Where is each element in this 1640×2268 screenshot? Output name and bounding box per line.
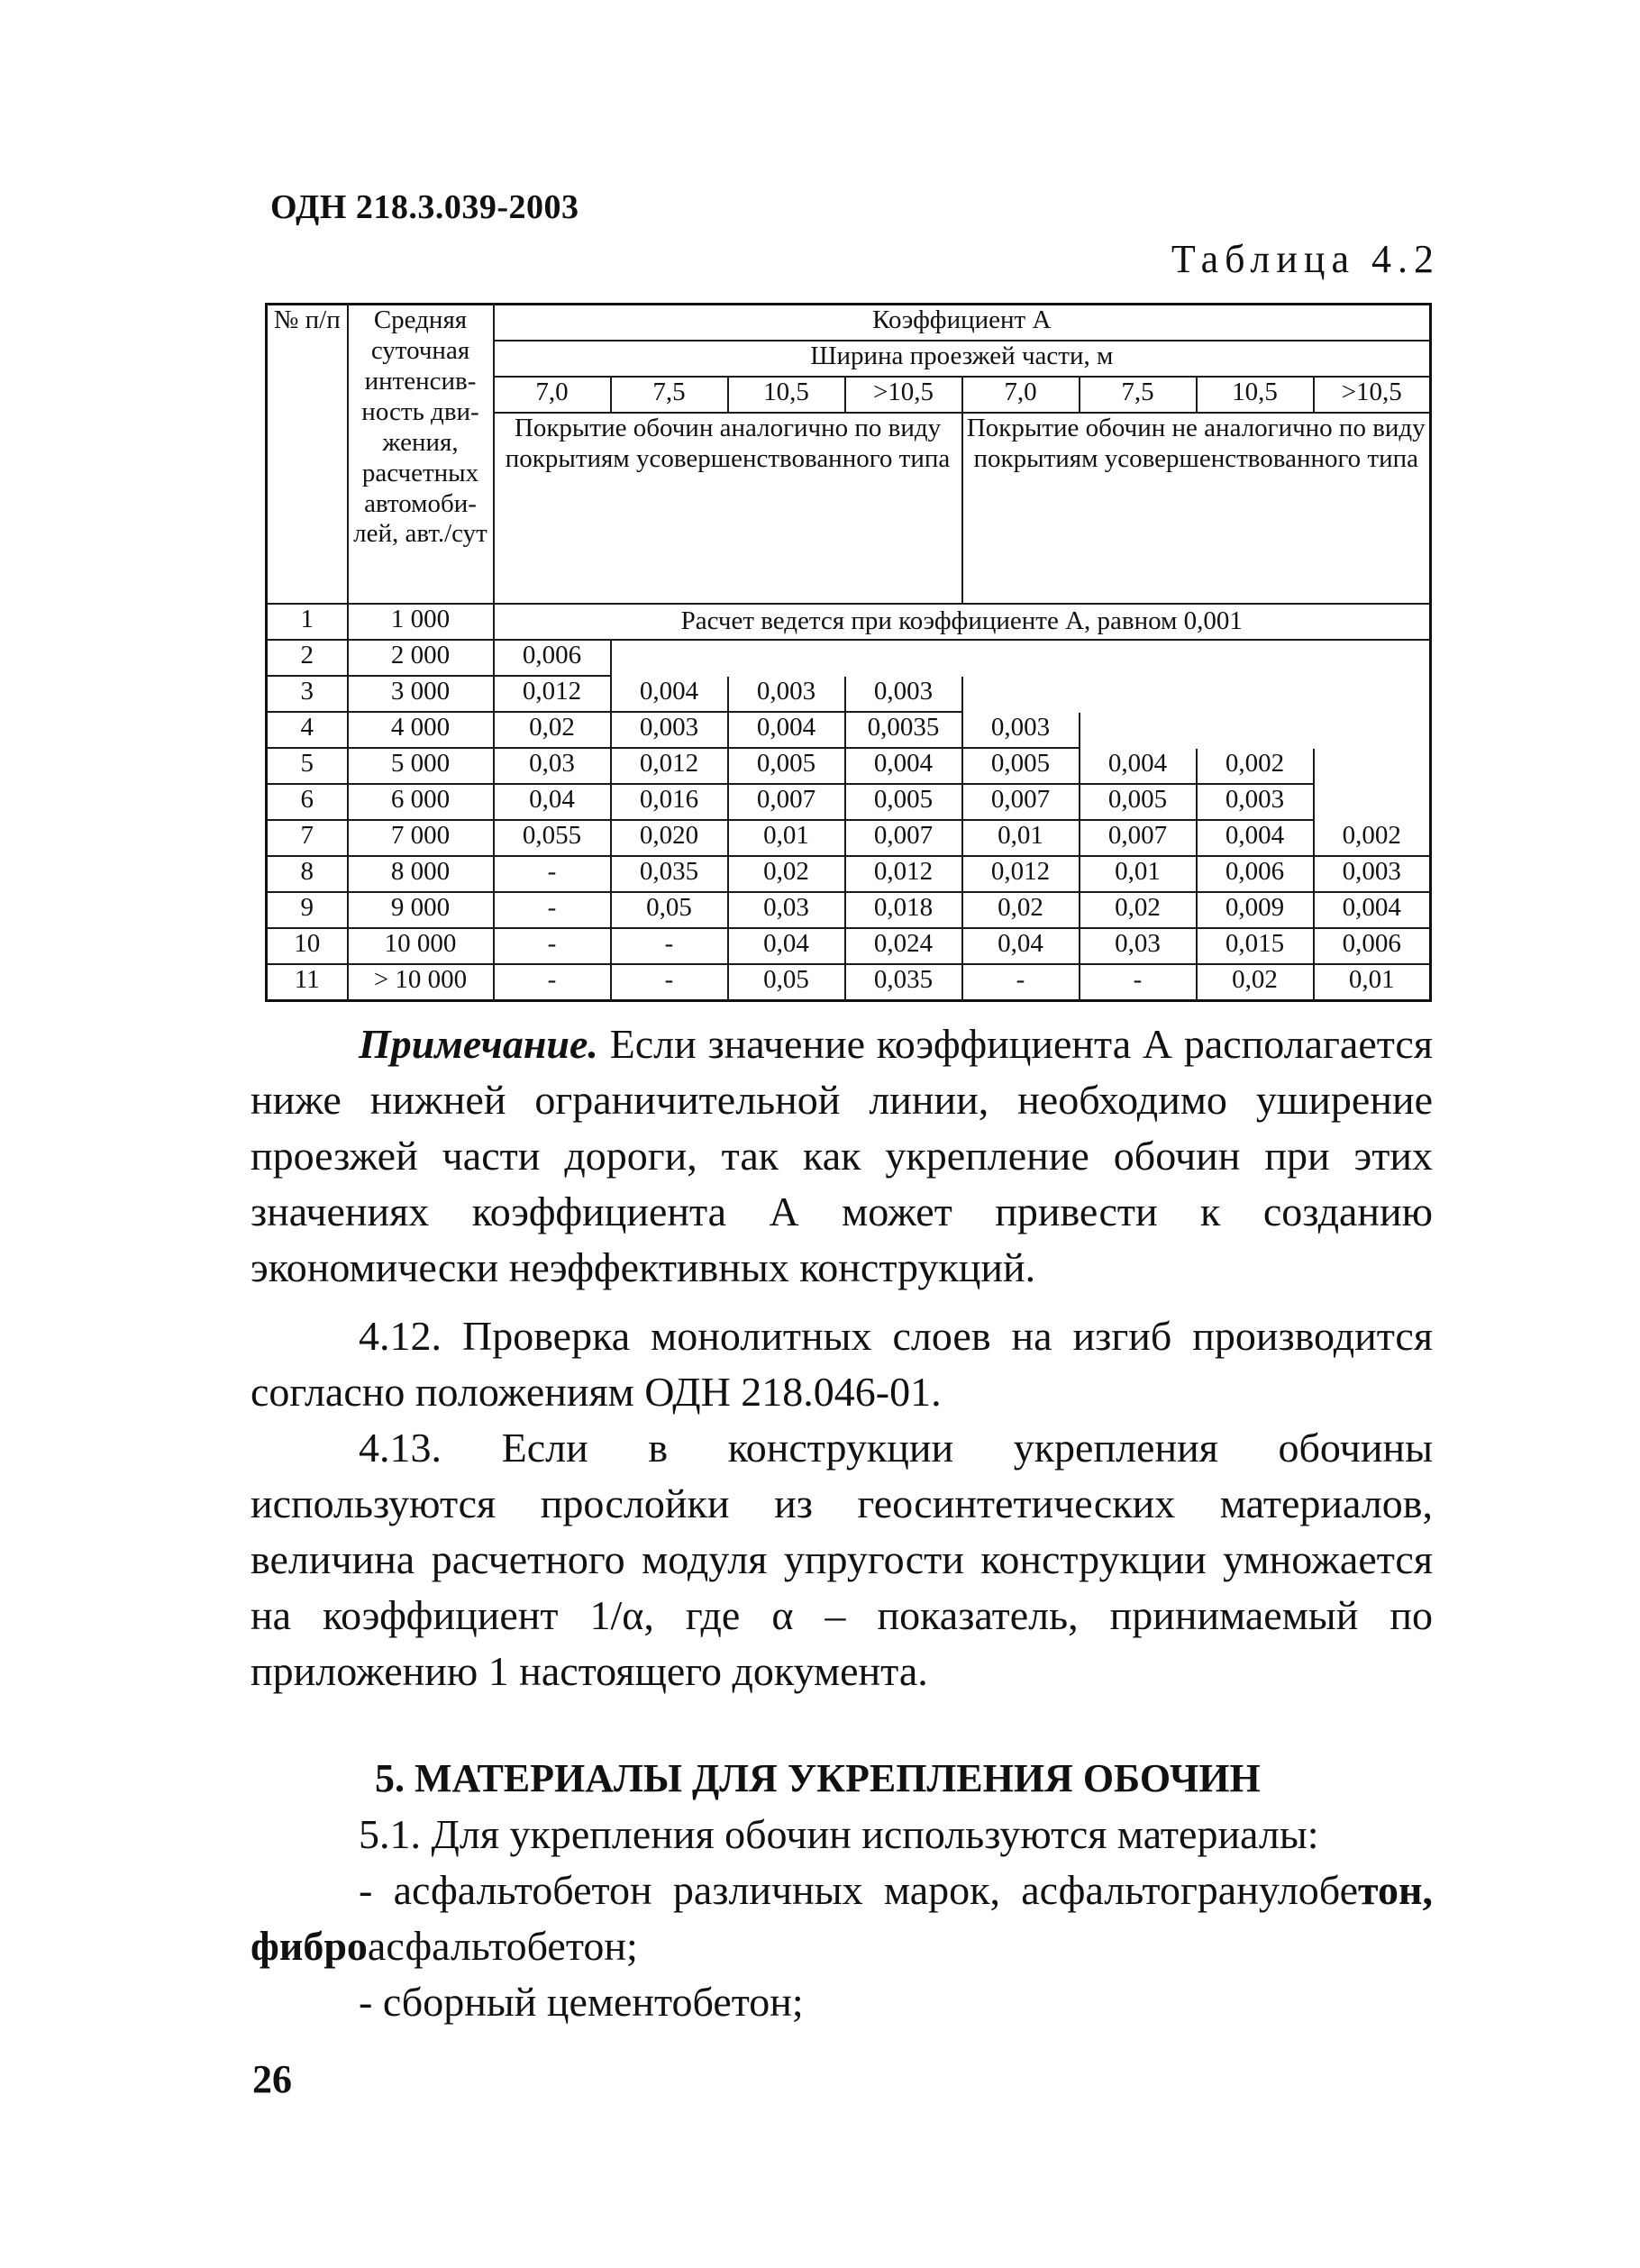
- coef-value-cell: 0,012: [494, 676, 611, 712]
- group-diff-header: Покрытие обочин не аналогично по виду покрытиям усовершенствованного типа: [962, 413, 1431, 604]
- coef-value-cell: 0,003: [1314, 856, 1431, 892]
- row-intensity: 6 000: [348, 784, 494, 820]
- section-5-body: [251, 1807, 1433, 2030]
- paragraph-5-1: 5.1. Для укрепления обочин используются материалы:: [359, 1811, 1319, 1857]
- row-number: 11: [267, 964, 348, 1001]
- coef-value-cell: 0,020: [611, 820, 728, 856]
- coef-value-cell: 0,005: [1080, 784, 1197, 820]
- coef-value-cell: 0,0035: [845, 712, 962, 748]
- group-same-header: Покрытие обочин аналогично по виду покрытиям усовершенствованного типа: [494, 413, 962, 604]
- row-intensity: 10 000: [348, 928, 494, 964]
- coef-value-cell: [1080, 676, 1197, 712]
- coef-value-cell: -: [494, 928, 611, 964]
- width-cell: 7,0: [494, 377, 611, 413]
- coef-value-cell: 0,005: [962, 748, 1080, 784]
- coef-header: Коэффициент А: [494, 305, 1431, 342]
- row-number: 3: [267, 676, 348, 712]
- item1-part-c: фибро: [251, 1923, 368, 1969]
- coef-value-cell: 0,03: [494, 748, 611, 784]
- coef-value-cell: 0,006: [1197, 856, 1314, 892]
- coef-value-cell: 0,005: [728, 748, 845, 784]
- coef-value-cell: 0,003: [611, 712, 728, 748]
- coefficient-table-wrapper: [265, 303, 1429, 1002]
- row-intensity: 2 000: [348, 640, 494, 676]
- table-row: [267, 964, 1431, 1001]
- width-cell: >10,5: [845, 377, 962, 413]
- coef-value-cell: [1314, 676, 1431, 712]
- note-label: Примечание.: [359, 1021, 598, 1067]
- coef-value-cell: 0,007: [845, 820, 962, 856]
- coef-value-cell: 0,01: [962, 820, 1080, 856]
- row-intensity: 9 000: [348, 892, 494, 928]
- coef-value-cell: 0,03: [728, 892, 845, 928]
- coef-value-cell: 0,02: [1197, 964, 1314, 1001]
- width-cell: 10,5: [728, 377, 845, 413]
- paragraph-4-13: 4.13. Если в конструкции укрепления обочины используются прослойки из геосинтетических материалов, величина расчетного модуля упругости конструкции умножается на коэффициент 1/α, где α – показатель, принимаемый по приложению 1 настоящего документа.: [251, 1425, 1433, 1694]
- coef-value-cell: 0,006: [494, 640, 611, 676]
- coef-value-cell: [611, 640, 728, 676]
- materials-item-1: [251, 1863, 1433, 1974]
- paragraph-4-12: 4.12. Проверка монолитных слоев на изгиб производится согласно положениям ОДН 218.046-01.: [251, 1313, 1433, 1415]
- coef-value-cell: 0,002: [1197, 748, 1314, 784]
- section-5-title: 5. МАТЕРИАЛЫ ДЛЯ УКРЕПЛЕНИЯ ОБОЧИН: [375, 1756, 1261, 1800]
- coef-value-cell: 0,009: [1197, 892, 1314, 928]
- row-number: 9: [267, 892, 348, 928]
- row-intensity: 8 000: [348, 856, 494, 892]
- coef-value-cell: [1080, 640, 1197, 676]
- coef-value-cell: 0,03: [1080, 928, 1197, 964]
- width-cell: 7,0: [962, 377, 1080, 413]
- coef-value-cell: 0,012: [962, 856, 1080, 892]
- table-row: [267, 928, 1431, 964]
- coef-value-cell: [1197, 712, 1314, 748]
- coef-value-cell: 0,01: [1080, 856, 1197, 892]
- coef-value-cell: 0,055: [494, 820, 611, 856]
- page-number: 26: [252, 2057, 292, 2101]
- row-number: 1: [267, 604, 348, 640]
- item1-part-a: - асфальтобетон различных марок, асфальтогранулобе: [359, 1867, 1358, 1913]
- row-intensity: 4 000: [348, 712, 494, 748]
- coef-value-cell: 0,018: [845, 892, 962, 928]
- coef-value-cell: 0,02: [728, 856, 845, 892]
- coef-value-cell: 0,04: [728, 928, 845, 964]
- width-header: Ширина проезжей части, м: [494, 341, 1431, 377]
- col-intensity-header: Средняя суточная интенсив-ность дви-жения, расчетных автомоби-лей, авт./сут: [348, 305, 494, 605]
- row-number: 8: [267, 856, 348, 892]
- row-intensity: 5 000: [348, 748, 494, 784]
- coef-value-cell: [962, 676, 1080, 712]
- document-code: ОДН 218.3.039-2003: [270, 188, 579, 226]
- coef-value-cell: [1197, 676, 1314, 712]
- coef-value-cell: -: [1080, 964, 1197, 1001]
- coef-value-cell: [1314, 784, 1431, 820]
- width-cell: >10,5: [1314, 377, 1431, 413]
- coef-value-cell: 0,04: [494, 784, 611, 820]
- row-number: 2: [267, 640, 348, 676]
- coef-value-cell: 0,05: [728, 964, 845, 1001]
- table-row: [267, 892, 1431, 928]
- coef-value-cell: 0,012: [611, 748, 728, 784]
- coef-value-cell: -: [962, 964, 1080, 1001]
- coef-value-cell: [1314, 640, 1431, 676]
- coef-value-cell: 0,003: [962, 712, 1080, 748]
- coef-value-cell: [1197, 640, 1314, 676]
- coef-value-cell: 0,016: [611, 784, 728, 820]
- coef-value-cell: 0,004: [1314, 892, 1431, 928]
- width-cell: 7,5: [1080, 377, 1197, 413]
- coef-value-cell: 0,04: [962, 928, 1080, 964]
- coef-value-cell: -: [494, 856, 611, 892]
- coef-value-cell: 0,003: [1197, 784, 1314, 820]
- coef-value-cell: 0,05: [611, 892, 728, 928]
- row-intensity: 3 000: [348, 676, 494, 712]
- coef-value-cell: 0,035: [611, 856, 728, 892]
- row-number: 7: [267, 820, 348, 856]
- table-row: [267, 748, 1431, 784]
- coef-value-cell: [728, 640, 845, 676]
- coef-value-cell: -: [611, 928, 728, 964]
- row-number: 6: [267, 784, 348, 820]
- coef-value-cell: 0,007: [728, 784, 845, 820]
- coef-value-cell: 0,003: [845, 676, 962, 712]
- coef-value-cell: 0,007: [962, 784, 1080, 820]
- coef-value-cell: 0,012: [845, 856, 962, 892]
- materials-item-2: - сборный цементобетон;: [359, 1979, 804, 2025]
- note-text: Если значение коэффициента А располагается ниже нижней ограничительной линии, необходимо уширение проезжей части дороги, так как укрепление обочин при этих значениях коэффициента А может привести к созданию экономически неэффективных конструкций.: [251, 1021, 1433, 1290]
- coef-value-cell: -: [494, 892, 611, 928]
- coef-value-cell: 0,02: [1080, 892, 1197, 928]
- col-no-header: № п/п: [267, 305, 348, 605]
- coef-value-cell: 0,01: [1314, 964, 1431, 1001]
- row-intensity: 1 000: [348, 604, 494, 640]
- row-number: 10: [267, 928, 348, 964]
- coef-value-cell: 0,02: [494, 712, 611, 748]
- item1-part-d: асфальтобетон;: [367, 1923, 638, 1969]
- table-row: [267, 784, 1431, 820]
- paragraphs-4-12-4-13: [251, 1308, 1433, 1699]
- width-cell: 10,5: [1197, 377, 1314, 413]
- coef-value-cell: -: [494, 964, 611, 1001]
- row-intensity: > 10 000: [348, 964, 494, 1001]
- coef-value-cell: [1080, 712, 1197, 748]
- coef-value-cell: -: [611, 964, 728, 1001]
- coef-value-cell: 0,004: [728, 712, 845, 748]
- coef-value-cell: 0,007: [1080, 820, 1197, 856]
- table-row: [267, 604, 1431, 640]
- coef-value-cell: [962, 640, 1080, 676]
- table-row: [267, 820, 1431, 856]
- coef-value-cell: [1314, 712, 1431, 748]
- coef-value-cell: 0,02: [962, 892, 1080, 928]
- coef-value-cell: 0,015: [1197, 928, 1314, 964]
- coef-value-cell: [845, 640, 962, 676]
- table-row: [267, 676, 1431, 712]
- header-row-1: [267, 305, 1431, 342]
- item1-part-b: тон,: [1358, 1867, 1433, 1913]
- width-cell: 7,5: [611, 377, 728, 413]
- coef-value-cell: 0,004: [1080, 748, 1197, 784]
- table-row: [267, 856, 1431, 892]
- coef-value-cell: [1314, 748, 1431, 784]
- row1-note: Расчет ведется при коэффициенте А, равном 0,001: [494, 604, 1431, 640]
- table-note: [251, 1016, 1433, 1296]
- coef-value-cell: 0,004: [1197, 820, 1314, 856]
- coef-value-cell: 0,004: [845, 748, 962, 784]
- coef-value-cell: 0,003: [728, 676, 845, 712]
- row-intensity: 7 000: [348, 820, 494, 856]
- coef-value-cell: 0,004: [611, 676, 728, 712]
- coef-value-cell: 0,005: [845, 784, 962, 820]
- table-caption: Таблица 4.2: [1171, 237, 1440, 281]
- coef-value-cell: 0,035: [845, 964, 962, 1001]
- coef-value-cell: 0,024: [845, 928, 962, 964]
- table-row: [267, 640, 1431, 676]
- coef-value-cell: 0,006: [1314, 928, 1431, 964]
- coefficient-table: [265, 303, 1432, 1002]
- row-number: 5: [267, 748, 348, 784]
- row-number: 4: [267, 712, 348, 748]
- table-row: [267, 712, 1431, 748]
- coef-value-cell: 0,01: [728, 820, 845, 856]
- coef-value-cell: 0,002: [1314, 820, 1431, 856]
